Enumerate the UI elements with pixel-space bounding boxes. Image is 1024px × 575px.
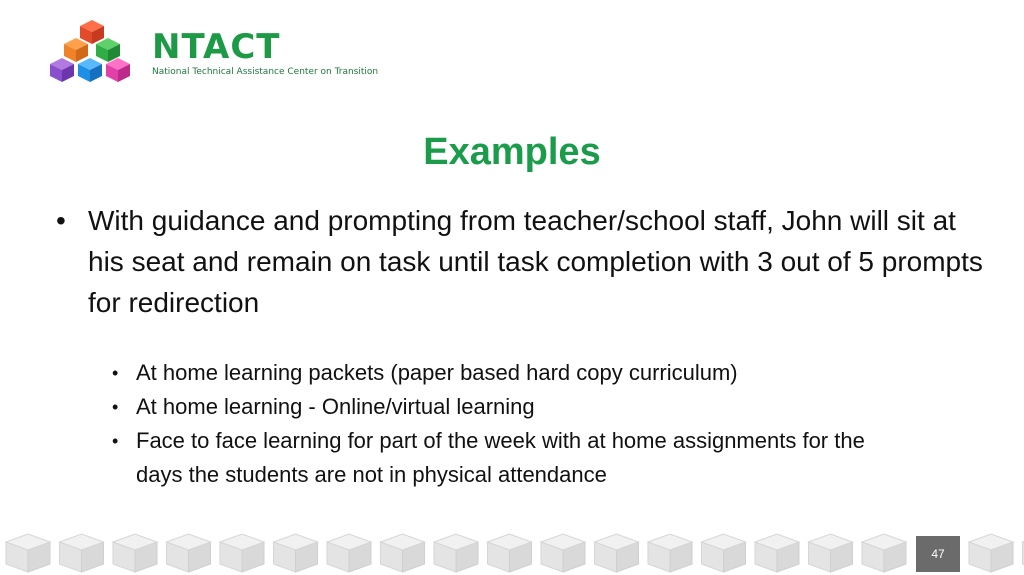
sub-bullet-item (112, 356, 912, 390)
sub-bullet-list (112, 356, 912, 492)
footer-cube-icon (113, 534, 157, 572)
sub-bullet-item (112, 424, 912, 492)
stacked-cubes-icon (48, 18, 138, 88)
bullet-icon: • (56, 205, 66, 236)
bullet-icon: • (112, 431, 119, 451)
footer-cube-icon (381, 534, 425, 572)
footer-cube-icon (755, 534, 799, 572)
logo-subtitle: National Technical Assistance Center on Transition (152, 67, 379, 77)
footer-cube-icon (969, 534, 1013, 572)
footer-cube-icon (220, 534, 264, 572)
ntact-logo (48, 18, 418, 88)
footer-cube-icon (862, 534, 906, 572)
footer-cube-icon (167, 534, 211, 572)
sub-bullet-item (112, 390, 912, 424)
footer-cube-icon (60, 534, 104, 572)
footer-cube-icon (809, 534, 853, 572)
footer-cube-icon (595, 534, 639, 572)
bullet-icon: • (112, 397, 119, 417)
footer-cube-icon (648, 534, 692, 572)
logo-name: NTACT (152, 27, 281, 67)
footer-cube-icon (702, 534, 746, 572)
footer-cube-icon (541, 534, 585, 572)
cube-row-decoration (0, 528, 1024, 575)
footer-cube-icon (488, 534, 532, 572)
sub-bullet-text: At home learning packets (paper based hard copy curriculum) (136, 360, 738, 385)
main-bullet-text: With guidance and prompting from teacher/school staff, John will sit at his seat and remain on task until task completion with 3 out of 5 prompts for redirection (88, 205, 983, 318)
slide-title: Examples (423, 131, 601, 173)
page-number-badge: 47 (916, 536, 960, 572)
sub-bullet-text: At home learning - Online/virtual learning (136, 394, 535, 419)
footer-cube-icon (6, 534, 50, 572)
footer-cube-icon (274, 534, 318, 572)
footer-cube-icon (327, 534, 371, 572)
main-bullet (56, 200, 986, 323)
sub-bullet-text: Face to face learning for part of the week with at home assignments for the days the students are not in physical attendance (136, 428, 865, 487)
bullet-icon: • (112, 363, 119, 383)
footer-cube-icon (434, 534, 478, 572)
